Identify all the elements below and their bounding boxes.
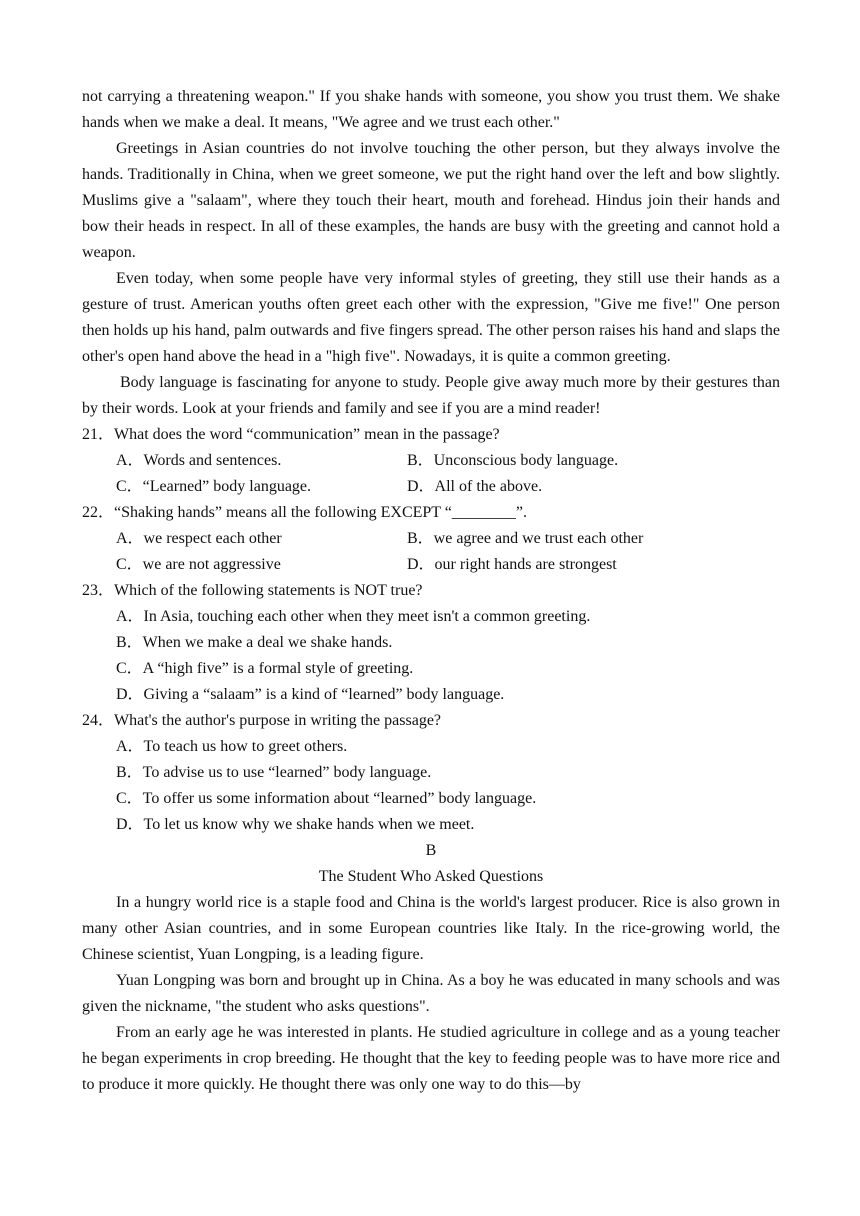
question-23 <box>82 578 780 708</box>
question-stem: 21．What does the word “communication” mean in the passage? <box>82 426 500 443</box>
option-c: C．“Learned” body language. <box>116 478 312 495</box>
question-21 <box>82 422 780 500</box>
option-a: A．In Asia, touching each other when they meet isn't a common greeting. <box>116 608 591 625</box>
question-24 <box>82 708 780 838</box>
option-b: B．Unconscious body language. <box>407 452 619 469</box>
option-d: D．To let us know why we shake hands when we meet. <box>116 816 475 833</box>
passage-a-paragraph: not carrying a threatening weapon." If you shake hands with someone, you show you trust them. We shake hands when we make a deal. It means, "We agree and we trust each other." <box>82 88 780 131</box>
option-row <box>82 552 780 578</box>
passage-b-paragraph: Yuan Longping was born and brought up in China. As a boy he was educated in many schools and was given the nickname, "the student who asks questions". <box>82 972 780 1015</box>
option-b: B．we agree and we trust each other <box>407 530 644 547</box>
passage-a-paragraph: Greetings in Asian countries do not involve touching the other person, but they always involve the hands. Traditionally in China, when we greet someone, we put the right hand over the left and bow slightly. Muslims give a "salaam", where they touch their heart, mouth and forehead. Hindus join their hands and bow their heads in respect. In all of these examples, the hands are busy with the greeting and cannot hold a weapon. <box>82 140 780 261</box>
option-a: A．Words and sentences. <box>116 452 282 469</box>
option-row <box>82 526 780 552</box>
option-c: C．To offer us some information about “learned” body language. <box>116 790 537 807</box>
option-b: B．When we make a deal we shake hands. <box>116 634 393 651</box>
section-letter: B <box>425 842 437 859</box>
option-row <box>82 474 780 500</box>
question-stem: 22．“Shaking hands” means all the following EXCEPT “________”. <box>82 504 527 521</box>
passage-a-paragraph: Even today, when some people have very informal styles of greeting, they still use their hands as a gesture of trust. American youths often greet each other with the expression, "Give me five!" One person then holds up his hand, palm outwards and five fingers spread. The other person raises his hand and slaps the other's open hand above the head in a "high five". Nowadays, it is quite a common greeting. <box>82 270 780 365</box>
passage-title: The Student Who Asked Questions <box>318 868 544 885</box>
passage-b-paragraph: From an early age he was interested in plants. He studied agriculture in college and as a young teacher he began experiments in crop breeding. He thought that the key to feeding people was to have more rice and to produce it more quickly. He thought there was only one way to do this—by <box>82 1024 780 1093</box>
option-d: D．All of the above. <box>407 478 543 495</box>
question-stem: 23．Which of the following statements is NOT true? <box>82 582 423 599</box>
option-row <box>82 448 780 474</box>
exam-page <box>82 84 780 1098</box>
option-b: B．To advise us to use “learned” body language. <box>116 764 432 781</box>
question-22 <box>82 500 780 578</box>
option-a: A．To teach us how to greet others. <box>116 738 348 755</box>
option-a: A．we respect each other <box>116 530 282 547</box>
question-stem: 24．What's the author's purpose in writing the passage? <box>82 712 442 729</box>
passage-a-paragraph: Body language is fascinating for anyone to study. People give away much more by their gestures than by their words. Look at your friends and family and see if you are a mind reader! <box>82 374 780 417</box>
passage-b-paragraph: In a hungry world rice is a staple food and China is the world's largest producer. Rice is also grown in many other Asian countries, and in some European countries like Italy. In the rice-growing world, the Chinese scientist, Yuan Longping, is a leading figure. <box>82 894 780 963</box>
option-d: D．Giving a “salaam” is a kind of “learned” body language. <box>116 686 505 703</box>
option-c: C．A “high five” is a formal style of greeting. <box>116 660 414 677</box>
option-c: C．we are not aggressive <box>116 556 281 573</box>
option-d: D．our right hands are strongest <box>407 556 617 573</box>
